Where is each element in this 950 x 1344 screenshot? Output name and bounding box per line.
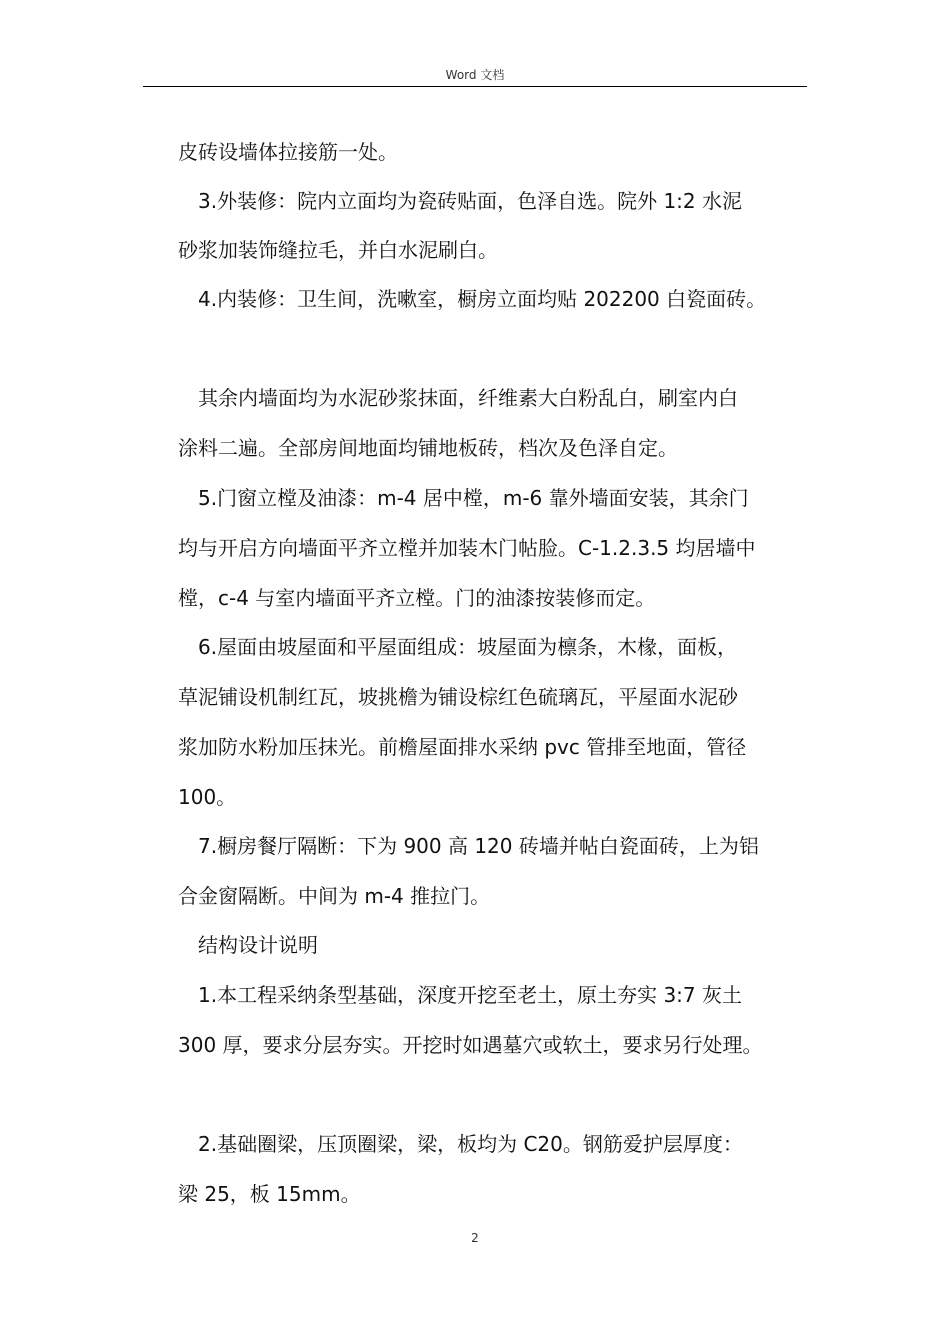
body-line: 7.橱房餐厅隔断：下为 900 高 120 砖墙并帖白瓷面砖，上为铝 [198,834,759,858]
body-line: 100。 [178,785,237,809]
body-line: 皮砖设墙体拉接筋一处。 [178,140,398,164]
body-line: 300 厚，要求分层夯实。开挖时如遇墓穴或软土，要求另行处理。 [178,1033,763,1057]
body-line: 均与开启方向墙面平齐立樘并加装木门帖脸。C-1.2.3.5 均居墙中 [178,536,756,560]
body-line: 1.本工程采纳条型基础，深度开挖至老土，原土夯实 3:7 灰土 [198,983,742,1007]
body-line: 合金窗隔断。中间为 m-4 推拉门。 [178,884,491,908]
body-line: 其余内墙面均为水泥砂浆抹面，纤维素大白粉乱白，刷室内白 [198,386,738,410]
body-line: 涂料二遍。全部房间地面均铺地板砖，档次及色泽自定。 [178,436,678,460]
page-header: Word 文档 [445,68,505,82]
body-line: 2.基础圈梁，压顶圈梁，梁，板均为 C20。钢筋爱护层厚度： [198,1132,743,1156]
body-line: 砂浆加装饰缝拉毛，并白水泥刷白。 [178,238,498,262]
body-line: 樘，c-4 与室内墙面平齐立樘。门的油漆按装修而定。 [178,586,656,610]
body-line: 浆加防水粉加压抹光。前檐屋面排水采纳 pvc 管排至地面，管径 [178,735,747,759]
header-divider [143,86,807,87]
body-line: 5.门窗立樘及油漆：m-4 居中樘，m-6 靠外墙面安装，其余门 [198,486,749,510]
body-line: 3.外装修：院内立面均为瓷砖贴面，色泽自选。院外 1:2 水泥 [198,189,742,213]
section-heading: 结构设计说明 [198,933,318,957]
body-line: 草泥铺设机制红瓦，坡挑檐为铺设棕红色硫璃瓦，平屋面水泥砂 [178,685,738,709]
body-line: 梁 25，板 15mm。 [178,1182,361,1206]
body-line: 6.屋面由坡屋面和平屋面组成：坡屋面为檩条，木椽，面板， [198,635,738,659]
body-line: 4.内装修：卫生间，洗嗽室，橱房立面均贴 202200 白瓷面砖。 [198,287,767,311]
page-number: 2 [471,1231,479,1245]
